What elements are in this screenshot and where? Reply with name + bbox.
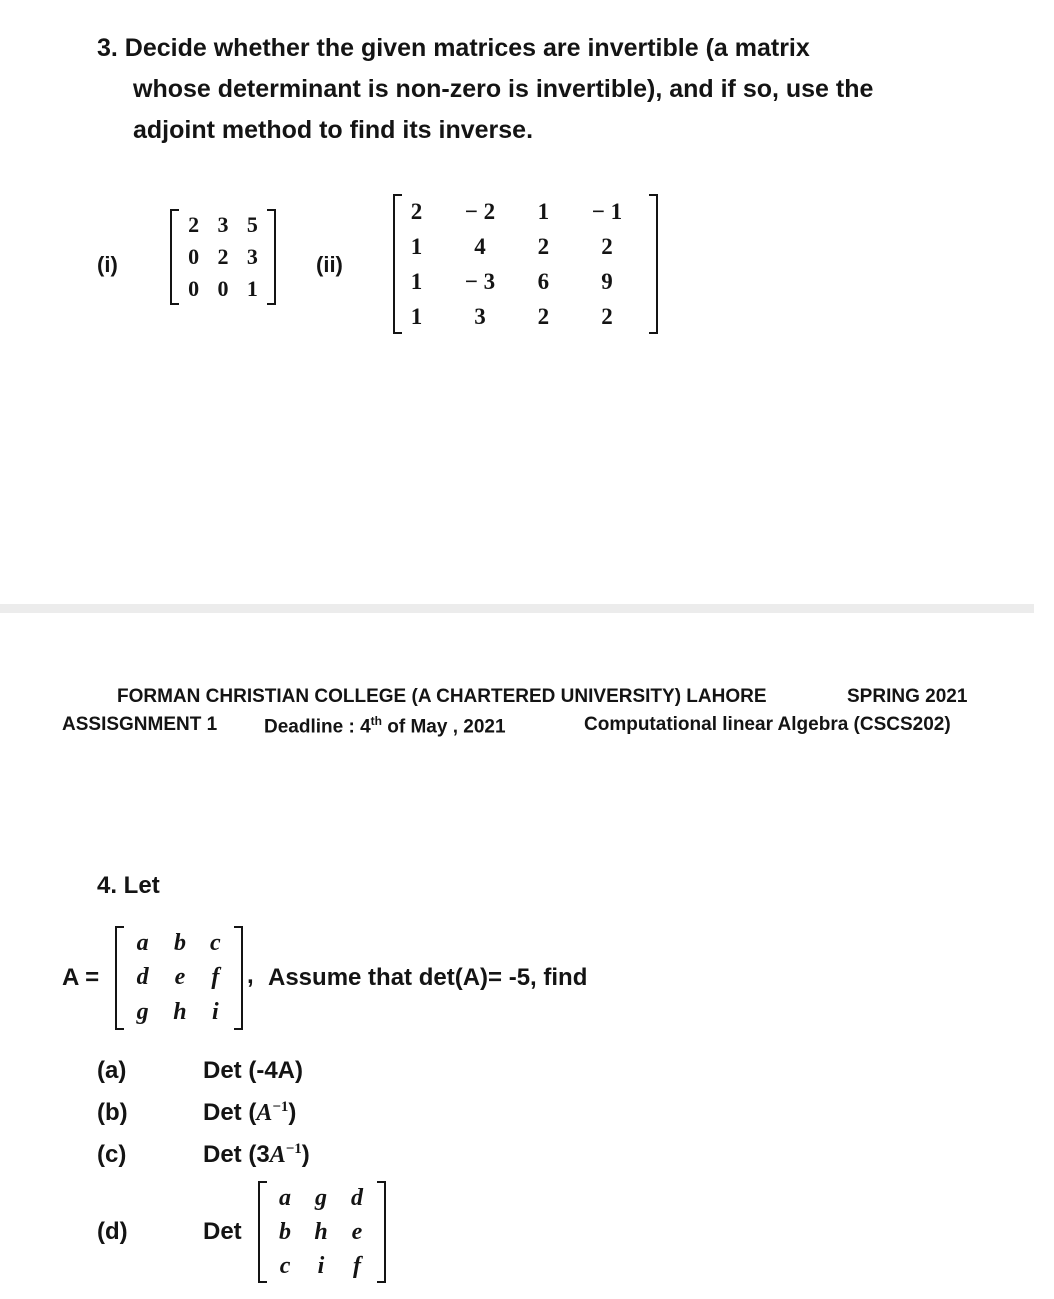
matrix-d <box>258 1181 386 1283</box>
mii-cell: 2 <box>537 233 550 259</box>
mi-cell: 0 <box>188 244 200 269</box>
ma-cell: c <box>209 929 221 956</box>
matrix-a-comma: , <box>247 962 254 989</box>
part-c-text <box>203 1141 310 1169</box>
mii-cell: 2 <box>601 233 613 259</box>
md-cell: b <box>279 1218 292 1245</box>
mii-cell: 1 <box>410 303 423 329</box>
deadline-suffix: of May , 2021 <box>381 716 506 738</box>
ma-cell: d <box>136 964 149 991</box>
semester: SPRING 2021 <box>847 686 968 707</box>
ma-cell: h <box>173 999 187 1026</box>
deadline-prefix: Deadline : 4 <box>264 716 371 738</box>
mii-cell: 1 <box>410 268 423 294</box>
college-name: FORMAN CHRISTIAN COLLEGE (A CHARTERED UNIVERSITY) LAHORE <box>117 686 767 707</box>
ma-cell: a <box>136 929 149 956</box>
mii-cell: 2 <box>537 303 550 329</box>
deadline <box>264 714 506 738</box>
part-c-sup: −1 <box>285 1141 302 1157</box>
q3-line2: whose determinant is non-zero is invertible), and if so, use the <box>133 75 874 103</box>
a-label: A = <box>62 964 100 991</box>
part-c-var: A <box>269 1142 286 1168</box>
mi-cell: 0 <box>188 276 200 301</box>
mii-cell: 1 <box>410 233 423 259</box>
mi-cell: 2 <box>188 212 200 237</box>
label-ii: (ii) <box>316 252 343 277</box>
mii-cell: 9 <box>601 268 613 294</box>
q4-title: 4. Let <box>97 872 160 899</box>
mi-cell: 3 <box>246 244 258 269</box>
mii-cell: 4 <box>474 233 486 259</box>
part-a-text: Det (-4A) <box>203 1057 303 1084</box>
md-cell: i <box>317 1252 325 1279</box>
part-d-text: Det <box>203 1218 242 1245</box>
q3-line1: 3. Decide whether the given matrices are invertible (a matrix <box>97 34 810 62</box>
md-cell: c <box>279 1252 291 1279</box>
mii-cell: 2 <box>410 198 423 224</box>
ma-cell: b <box>173 929 186 956</box>
part-b-var: A <box>256 1100 273 1126</box>
md-cell: d <box>350 1184 363 1211</box>
deadline-sup: th <box>370 714 382 728</box>
mii-cell: 6 <box>537 268 550 294</box>
md-cell: a <box>279 1184 292 1211</box>
part-b-suffix: ) <box>288 1099 297 1126</box>
assignment-label: ASSISGNMENT 1 <box>62 714 218 735</box>
ma-cell: f <box>211 964 220 991</box>
part-b-label: (b) <box>97 1099 128 1126</box>
course-name: Computational linear Algebra (CSCS202) <box>584 714 951 735</box>
part-c-suffix: ) <box>301 1141 310 1168</box>
mi-cell: 5 <box>246 212 258 237</box>
matrix-i <box>170 209 276 305</box>
mii-cell: 1 <box>537 198 550 224</box>
mii-cell: − 2 <box>464 198 496 224</box>
mii-cell: − 1 <box>591 198 623 224</box>
mi-cell: 1 <box>246 276 258 301</box>
part-b-text <box>203 1099 296 1127</box>
mii-cell: 3 <box>474 303 486 329</box>
matrix-a <box>115 926 243 1030</box>
mii-cell: 2 <box>601 303 613 329</box>
page-separator <box>0 604 1034 613</box>
part-c-prefix: Det (3 <box>203 1141 270 1168</box>
md-cell: f <box>352 1252 361 1279</box>
label-i: (i) <box>97 252 118 277</box>
matrix-ii <box>393 194 658 334</box>
mi-cell: 0 <box>217 276 229 301</box>
part-b-sup: −1 <box>272 1099 289 1115</box>
part-a-label: (a) <box>97 1057 127 1084</box>
q3-line3: adjoint method to find its inverse. <box>133 116 534 144</box>
md-cell: h <box>314 1218 328 1245</box>
part-c-label: (c) <box>97 1141 127 1168</box>
ma-cell: e <box>174 964 186 991</box>
ma-cell: i <box>211 999 219 1026</box>
part-b-prefix: Det ( <box>203 1099 257 1126</box>
mii-cell: − 3 <box>464 268 496 294</box>
ma-cell: g <box>136 999 149 1026</box>
assumption: Assume that det(A)= -5, find <box>268 964 588 991</box>
md-cell: e <box>351 1218 363 1245</box>
mi-cell: 3 <box>217 212 229 237</box>
mi-cell: 2 <box>217 244 229 269</box>
md-cell: g <box>314 1184 327 1211</box>
part-d-label: (d) <box>97 1218 128 1245</box>
